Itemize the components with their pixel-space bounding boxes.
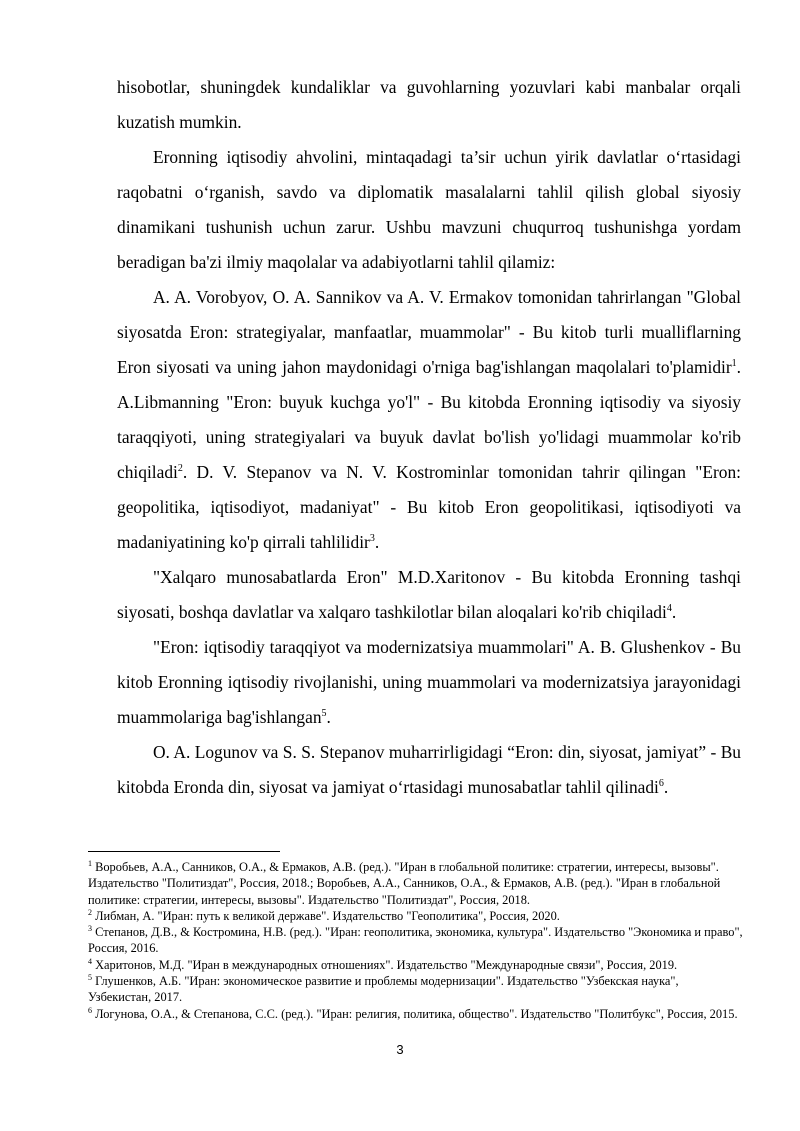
footnote-number: 2	[88, 907, 92, 917]
paragraph-3	[117, 280, 741, 560]
footnote-ref-3[interactable]: 3	[369, 533, 375, 545]
footnotes	[88, 859, 744, 1022]
footnote-number: 3	[88, 924, 92, 934]
paragraph-5	[117, 630, 741, 735]
paragraph-3-text-a: A. A. Vorobyov, O. A. Sannikov va A. V. Ermakov tomonidan tahrirlangan "Global siyosatda Eron: strategiyalar, manfaatlar, muammolar" - Bu kitob turli mualliflarning Eron siyosati va uning jahon maydonidagi o'rniga bag'ishlangan maqolalari to'plamidir	[117, 287, 741, 377]
paragraph-6-text: O. A. Logunov va S. S. Stepanov muharrirligidagi “Eron: din, siyosat, jamiyat” - Bu kitobda Eronda din, siyosat va jamiyat o‘rtasidagi munosabatlar tahlil qilinadi	[117, 742, 741, 797]
footnote-4	[88, 957, 744, 973]
footnote-text: Харитонов, М.Д. "Иран в международных отношениях". Издательство "Международные связи", Россия, 2019.	[92, 957, 678, 972]
footnote-ref-5[interactable]: 5	[321, 708, 327, 720]
footnote-text: Степанов, Д.В., & Костромина, Н.В. (ред.). "Иран: геополитика, экономика, культура". Издательство "Экономика и право", Россия, 2016.	[88, 925, 743, 956]
body-text	[117, 70, 741, 805]
paragraph-2: Eronning iqtisodiy ahvolini, mintaqadagi ta’sir uchun yirik davlatlar o‘rtasidagi raqobatni o‘rganish, savdo va diplomatik masalalarni tahlil qilish global siyosiy dinamikani tushunish uchun zarur. Ushbu mavzuni chuqurroq tushunishga yordam beradigan ba'zi ilmiy maqolalar va adabiyotlarni tahlil qilamiz:	[117, 147, 741, 272]
footnote-6	[88, 1006, 744, 1022]
paragraph-6-end: .	[663, 777, 669, 797]
paragraph-3-text-b: . A.Libmanning "Eron: buyuk kuchga yo'l" - Bu kitobda Eronning iqtisodiy va siyosiy taraqqiyoti, uning strategiyalari va buyuk davlat bo'lish yo'lidagi muammolar ko'rib chiqiladi	[117, 357, 741, 482]
footnote-2	[88, 908, 744, 924]
footnote-text: Воробьев, А.А., Санников, О.А., & Ермаков, А.В. (ред.). "Иран в глобальной политике: стратегии, интересы, вызовы". Издательство "Политиздат", Россия, 2018.; Воробьев, А.А., Санников, О.А., & Ермаков, А.В. (ред.). "Иран в глобальной политике: стратегии, интересы, вызовы". Издательство "Политиздат", Россия, 2018.	[88, 860, 721, 907]
paragraph-5-text: "Eron: iqtisodiy taraqqiyot va modernizatsiya muammolari" A. B. Glushenkov - Bu kitob Eronning iqtisodiy rivojlanishi, uning muammolari va modernizatsiya jarayonidagi muammolariga bag'ishlangan	[117, 637, 741, 727]
paragraph-3-text-c: . D. V. Stepanov va N. V. Kostrominlar tomonidan tahrir qilingan "Eron: geopolitika, iqtisodiyot, madaniyat" - Bu kitob Eron geopolitikasi, iqtisodiyoti va madaniyatining ko'p qirrali tahlilidir	[117, 462, 741, 552]
footnote-1	[88, 859, 744, 908]
footnote-separator	[88, 851, 280, 852]
footnote-text: Глушенков, А.Б. "Иран: экономическое развитие и проблемы модернизации". Издательство "Узбекская наука", Узбекистан, 2017.	[88, 974, 679, 1005]
footnote-text: Либман, А. "Иран: путь к великой державе". Издательство "Геополитика", Россия, 2020.	[92, 908, 560, 923]
footnote-ref-2[interactable]: 2	[177, 463, 183, 475]
paragraph-4-end: .	[671, 602, 677, 622]
footnote-ref-6[interactable]: 6	[658, 778, 664, 790]
footnote-3	[88, 924, 744, 957]
footnote-number: 5	[88, 972, 92, 982]
page-number: 3	[396, 1042, 404, 1057]
footnote-number: 1	[88, 858, 92, 868]
footnote-number: 6	[88, 1005, 92, 1015]
footnote-5	[88, 973, 744, 1006]
paragraph-4-text: "Xalqaro munosabatlarda Eron" M.D.Xaritonov - Bu kitobda Eronning tashqi siyosati, boshqa davlatlar va xalqaro tashkilotlar bilan aloqalari ko'rib chiqiladi	[117, 567, 741, 622]
paragraph-4	[117, 560, 741, 630]
footnote-ref-4[interactable]: 4	[666, 603, 672, 615]
paragraph-6	[117, 735, 741, 805]
footnote-number: 4	[88, 956, 92, 966]
paragraph-1: hisobotlar, shuningdek kundaliklar va guvohlarning yozuvlari kabi manbalar orqali kuzatish mumkin.	[117, 77, 741, 132]
paragraph-5-end: .	[326, 707, 331, 727]
paragraph-3-text-d: .	[374, 532, 380, 552]
footnote-ref-1[interactable]: 1	[731, 358, 737, 370]
footnote-text: Логунова, О.А., & Степанова, С.С. (ред.). "Иран: религия, политика, общество". Издательство "Политбукс", Россия, 2015.	[92, 1006, 738, 1021]
